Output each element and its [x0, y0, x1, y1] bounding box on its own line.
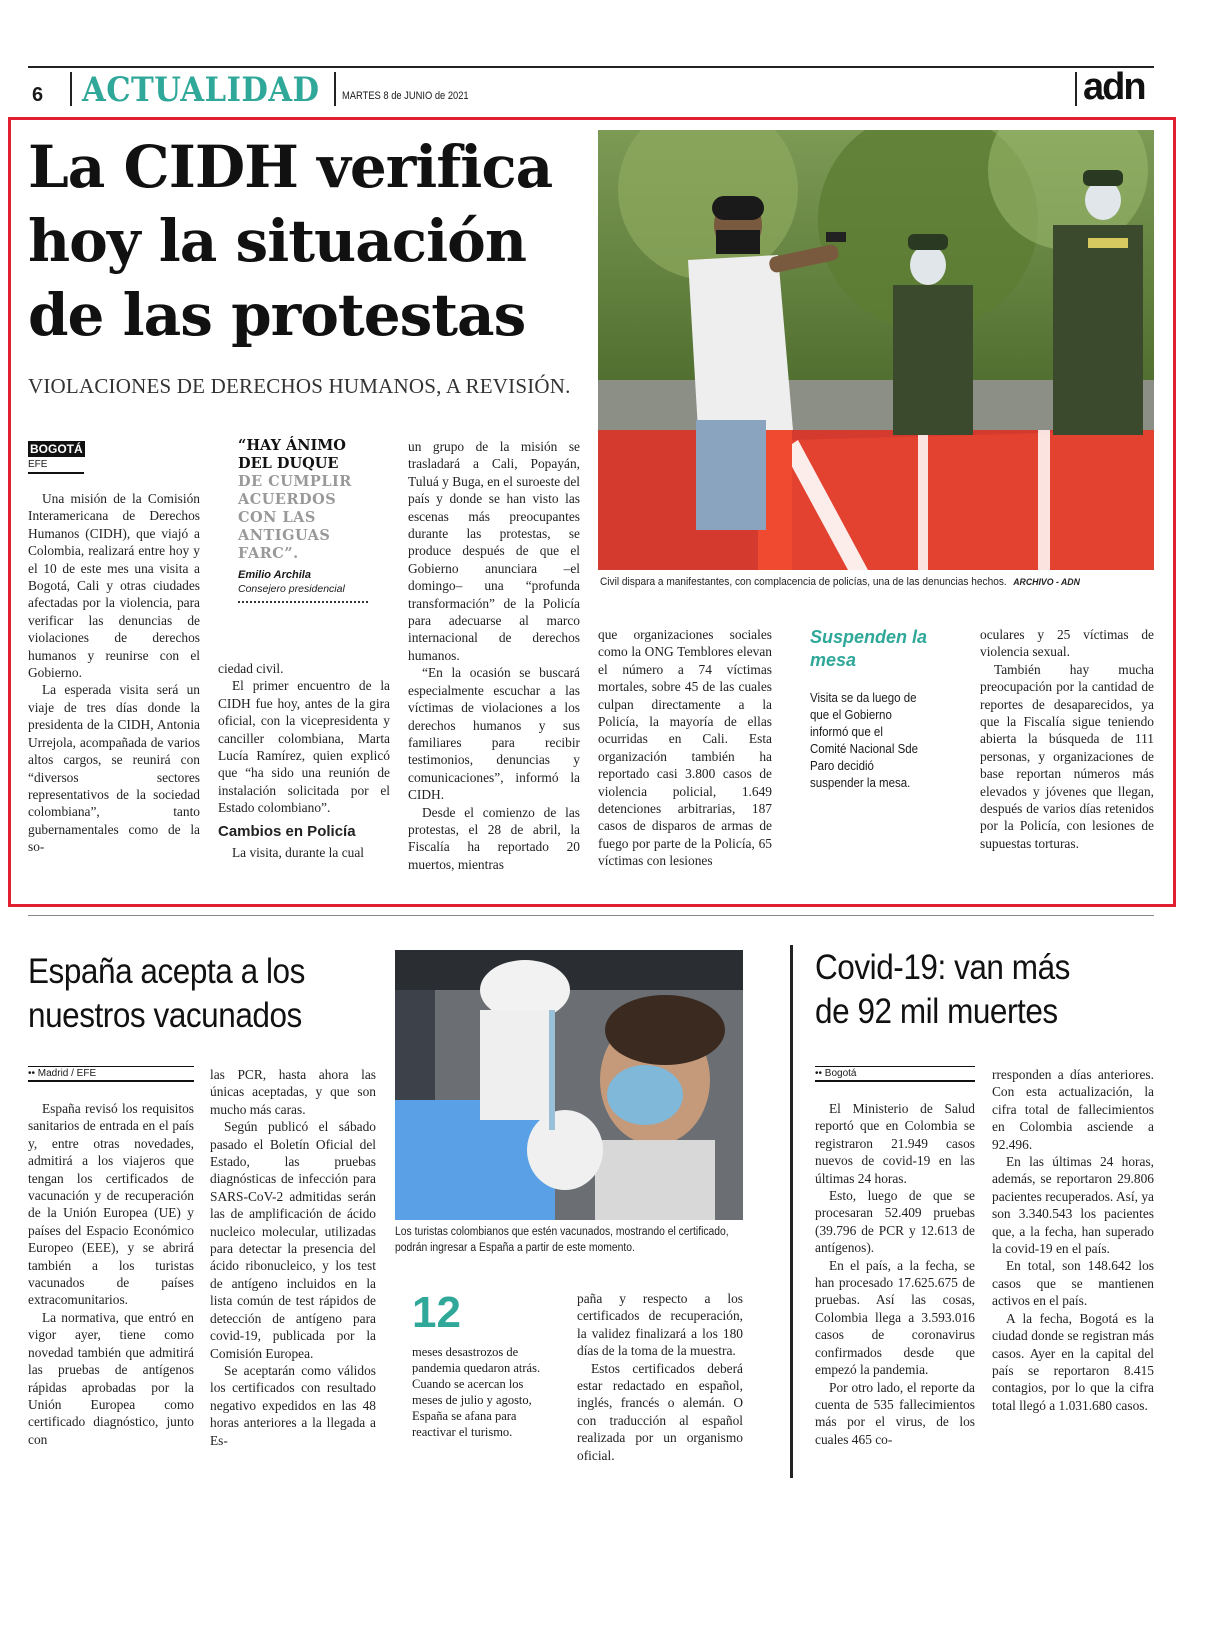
paragraph: En total, son 148.642 los casos que se mantienen activos en el país. [992, 1258, 1154, 1309]
spain-dateline: •• Madrid / EFE [28, 1066, 194, 1082]
main-column-2 [218, 660, 390, 861]
paragraph: oculares y 25 víctimas de violencia sexual. [980, 627, 1154, 660]
pull-quote [238, 437, 378, 603]
paragraph: La visita, durante la cual [232, 845, 364, 861]
main-headline [28, 130, 588, 352]
paragraph: También hay mucha preocupación por la cantidad de reportes de desaparecidos, ya que la Fiscalía sigue teniendo abierta la búsqueda de 111 personas, y organizaciones de base reportan números más elevados y jóvenes que llegan, después de varios días retenidos por la Policía, con lesiones de supuestas torturas. [980, 661, 1154, 851]
dateline [28, 438, 84, 474]
paragraph: ciedad civil. [218, 661, 284, 676]
paragraph: Desde el comienzo de las protestas, el 28 de abril, la Fiscalía ha reportado 20 muertos, mientras [408, 804, 580, 872]
quote-role: Consejero presidencial [238, 583, 345, 595]
paragraph: Se aceptarán como válidos los certificados con resultado negativo expedidos en las 48 horas anteriores a la llegada a Es- [210, 1362, 376, 1448]
headline-line-3: de las protestas [28, 281, 526, 349]
issue-date: MARTES 8 de JUNIO de 2021 [342, 90, 469, 102]
quote-divider [238, 601, 368, 603]
quote-line-a: “HAY ÁNIMO DEL DUQUE [238, 437, 346, 472]
paragraph: un grupo de la misión se trasladará a Cali, Popayán, Tuluá y Buga, en el suroeste del país y donde se han visto las escenas más preocupantes durante las protestas, se produce después de que el Gobierno anunciara –el domingo– una “profunda transformación” de la Policía para adecuarse al marco internacional de derechos humanos. [408, 439, 580, 663]
paragraph: Según publicó el sábado pasado el Boletín Oficial del Estado, las pruebas diagnósticas de infección para SARS-CoV-2 admitidas serán las de amplificación de ácido nucleico molecular, utilizadas para detectar la presencia del ácido ribonucleico, y los test de antígeno incluidos en la lista común de test rápidos de detección de antígeno para covid-19, publicada por la Comisión Europea. [210, 1119, 376, 1361]
covid-headline: Covid-19: van más de 92 mil muertes [815, 948, 1070, 1031]
page-number: 6 [32, 84, 44, 106]
paragraph: El primer encuentro de la CIDH fue hoy, antes de la gira oficial, con la vicepresidenta y canciller colombiana, Marta Lucía Ramírez, quien explicó que “ha sido una reunión de instalación solicitada por el Estado colombiano”. [218, 678, 390, 816]
stat-box [412, 1288, 552, 1440]
paragraph: Una misión de la Comisión Interamericana de Derechos Humanos (CIDH), que viajó a Colombia, realizará entre hoy y el 10 de este mes una visita a Bogotá, Cali y otras ciudades afectadas por la violencia, para verificar las denuncias de violaciones de derechos humanos y reunirse con el Gobierno. [28, 491, 200, 681]
section-divider [28, 915, 1154, 916]
box-title: Suspenden la mesa [810, 627, 928, 670]
main-subhead: VIOLACIONES DE DERECHOS HUMANOS, A REVISIÓN. [28, 374, 571, 398]
paragraph: La esperada visita será un viaje de tres días donde la presidenta de la CIDH, Antonia Urrejola, acompañada de varios altos cargos, se reunirá con “diversos sectores representativos de la sociedad colombiana”, tanto gubernamentales como de la so- [28, 682, 200, 855]
paragraph: En el país, a la fecha, se han procesado 17.625.675 de pruebas. Así las cosas, Colombia llega a 3.593.016 casos de coronavirus confirmados desde que empezó la pandemia. [815, 1257, 975, 1378]
suspenden-box [810, 626, 960, 792]
spain-column-2 [210, 1066, 376, 1449]
main-column-6 [980, 626, 1154, 852]
photo-caption-text: Civil dispara a manifestantes, con complacencia de policías, una de las denuncias hechos. [600, 576, 1007, 588]
quote-line-b: DE CUMPLIR ACUERDOS CON LAS ANTIGUAS FARC”. [238, 473, 352, 562]
stat-text: meses desastrozos de pandemia quedaron atrás. Cuando se acercan los meses de julio y agosto, España se afana para reactivar el turismo. [412, 1345, 541, 1439]
spain-column-4 [577, 1290, 743, 1464]
vaccine-photo [395, 950, 743, 1220]
paragraph: rresponden a días anteriores. Con esta actualización, la cifra total de fallecimientos en Colombia asciende a 92.496. [992, 1067, 1154, 1152]
vaccine-photo-illustration [395, 950, 743, 1220]
headline-line-1: La CIDH verifica [28, 133, 553, 201]
main-column-1 [28, 490, 200, 856]
quote-author: Emilio Archila [238, 569, 311, 581]
paragraph: las PCR, hasta ahora las únicas aceptadas, y que son mucho más caras. [210, 1067, 376, 1117]
paragraph: Esto, luego de que se procesaran 52.409 pruebas (39.796 de PCR y 12.613 de antígenos). [815, 1188, 975, 1256]
covid-column-1 [815, 1100, 975, 1448]
subheading: Cambios en Policía [218, 822, 356, 840]
protest-photo [598, 130, 1154, 570]
protest-photo-illustration [598, 130, 1154, 570]
dateline-agency: EFE [28, 459, 84, 474]
adn-logo: adn [1083, 66, 1145, 108]
spain-headline: España acepta a los nuestros vacunados [28, 952, 305, 1035]
main-column-3 [408, 438, 580, 873]
stat-number: 12 [412, 1288, 461, 1337]
box-text: Visita se da luego de que el Gobierno informó que el Comité Nacional Sde Paro decidió suspender la mesa. [810, 691, 919, 790]
covid-column-2 [992, 1066, 1154, 1414]
paragraph: Estos certificados deberá estar redactado en español, inglés, francés o alemán. O con traducción al español realizada por un organismo oficial. [577, 1360, 743, 1463]
covid-dateline: •• Bogotá [815, 1066, 975, 1082]
photo-caption [600, 576, 1112, 588]
headline-line-2: hoy la situación [28, 207, 526, 275]
photo-credit: ARCHIVO - ADN [1013, 577, 1080, 588]
paragraph: “En la ocasión se buscará especialmente escuchar a las víctimas de violaciones a los derechos humanos y sus familiares para recibir testimonios, denuncias y comunicaciones”, informó la CIDH. [408, 665, 580, 803]
paragraph: Por otro lado, el reporte da cuenta de 535 fallecimientos más por el virus, de los cuales 465 co- [815, 1379, 975, 1447]
paragraph: España revisó los requisitos sanitarios de entrada en el país y, entre otras novedades, admitirá a los viajeros que tengan los certificados de vacunación y de recuperación de la Unión Europea (UE) y países del Espacio Económico Europeo (EEE), y se abrirá también a los turistas vacunados de países extracomunitarios. [28, 1101, 194, 1308]
spain-column-1 [28, 1100, 194, 1448]
dateline-city: BOGOTÁ [30, 442, 83, 456]
vaccine-caption: Los turistas colombianos que estén vacunados, mostrando el certificado, podrán ingresar a España a partir de este momento. [395, 1226, 729, 1254]
paragraph: que organizaciones sociales como la ONG Temblores elevan el número a 74 víctimas mortales, sobre 45 de las cuales culpan directamente a la Policía, la mayoría de ellas ocurridas en Cali. Esta organización también ha reportado casi 3.800 casos de violencia policial, 1.649 detenciones arbitrarias, 187 casos de disparos de armas de fuego por parte de la Policía, 65 víctimas con lesiones [598, 627, 772, 869]
paragraph: A la fecha, Bogotá es la ciudad donde se registran más casos. Ayer en la capital del país se reportaron 8.415 contagios, por lo que la cifra total llegó a 1.031.680 casos. [992, 1310, 1154, 1413]
paragraph: paña y respecto a los certificados de recuperación, la validez finalizará a los 180 días de la toma de la muestra. [577, 1291, 743, 1359]
section-title: ACTUALIDAD [82, 70, 320, 110]
paragraph: La normativa, que entró en vigor ayer, tiene como novedad también que admitirá las pruebas de antígenos rápidas aprobadas por la Unión Europea como certificado diagnóstico, junto con [28, 1309, 194, 1447]
paragraph: El Ministerio de Salud reportó que en Colombia se registraron 21.949 casos nuevos de covid-19 en las últimas 24 horas. [815, 1101, 975, 1186]
main-column-4 [598, 626, 772, 870]
paragraph: En las últimas 24 horas, además, se reportaron 29.806 pacientes recuperados. Así, ya son 3.340.543 los pacientes que, a la fecha, han superado la covid-19 en el país. [992, 1154, 1154, 1257]
column-divider [790, 945, 793, 1478]
